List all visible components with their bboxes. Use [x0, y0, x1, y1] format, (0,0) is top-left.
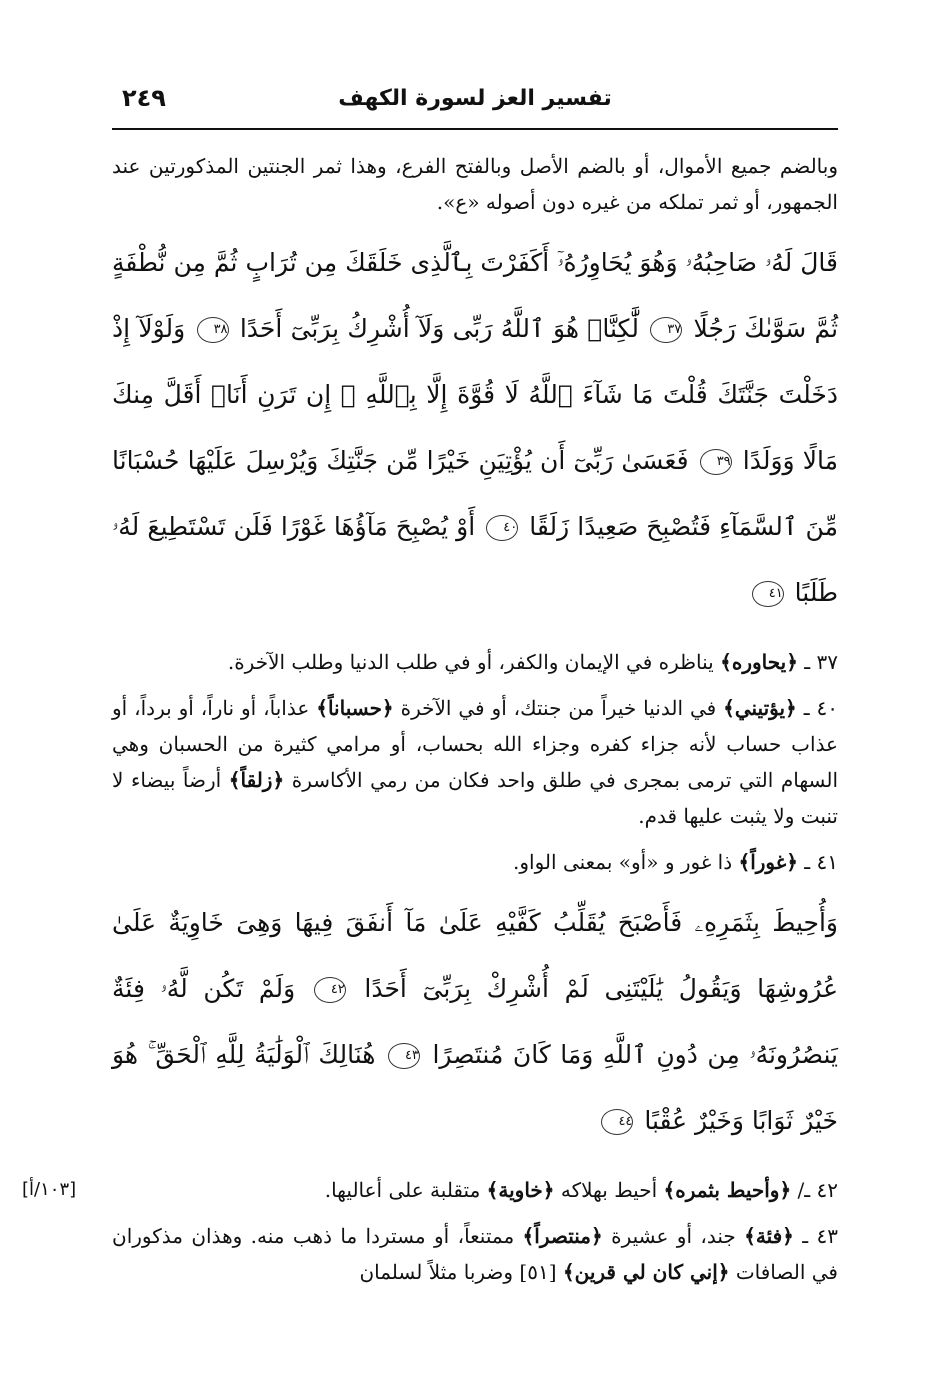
- note-40-text-3: أرضاً بيضاء لا تنبت ولا يثبت عليها قدم.: [112, 768, 838, 828]
- verse-41: أَوْ يُصْبِحَ مَآؤُهَا غَوْرًا فَلَن تَسْتَطِيعَ لَهُۥ طَلَبًا: [112, 512, 838, 607]
- note-43-keyword-1: ﴿فئة﴾: [744, 1224, 794, 1248]
- ayah-marker-39: ٣٩: [700, 449, 732, 475]
- intro-paragraph: وبالضم جميع الأموال، أو بالضم الأصل وبالفتح الفرع، وهذا ثمر الجنتين المذكورتين عند الجمهور، أو ثمر تملكه من غيره دون أصوله «ع».: [112, 154, 838, 214]
- note-42-text-1: أحيط بهلاكه: [560, 1178, 658, 1202]
- note-40-text-2: عذاباً، أو ناراً، أو برداً، أو عذاب حساب لأنه جزاء كفره وجزاء الله بحساب، أو مرامي كثيرة من الحسبان وهي السهام التي ترمى بمجرى في طلق واحد فكان من رمي الأكاسرة: [112, 696, 839, 792]
- note-42: [22, 1172, 838, 1208]
- note-43-text-3: [٥١] وضربا مثلاً لسلمان: [359, 1260, 557, 1284]
- verse-39: وَلَوْلَآ إِذْ دَخَلْتَ جَنَّتَكَ قُلْتَ مَا شَآءَ ٱللَّهُ لَا قُوَّةَ إِلَّا بِٱللَّهِ ۚ إِن تَرَنِ أَنَا۠ أَقَلَّ مِنكَ مَالًا وَوَلَدًا: [112, 314, 838, 475]
- page-header: [112, 78, 838, 122]
- running-title: تفسير العز لسورة الكهف: [338, 86, 612, 111]
- note-41-text: ذا غور و «أو» بمعنى الواو.: [513, 850, 733, 874]
- page-number: ٢٤٩: [122, 84, 166, 112]
- note-40-number: ٤٠ ـ: [803, 696, 838, 720]
- note-37: [112, 644, 838, 680]
- note-43-keyword-3: ﴿إني كان لي قرين﴾: [562, 1260, 730, 1284]
- note-40-keyword-2: ﴿حسباناً﴾: [316, 696, 394, 720]
- verse-37: قَالَ لَهُۥ صَاحِبُهُۥ وَهُوَ يُحَاوِرُهُۥٓ أَكَفَرْتَ بِٱلَّذِى خَلَقَكَ مِن تُرَابٍ ثُمَّ مِن نُّطْفَةٍ ثُمَّ سَوَّىٰكَ رَجُلًا: [112, 248, 839, 343]
- note-43-text-1: جند، أو عشيرة: [611, 1224, 736, 1248]
- book-page: [22, 78, 839, 1384]
- note-41-keyword: ﴿غوراً﴾: [738, 850, 798, 874]
- quran-verses-37-41: [112, 230, 838, 626]
- ayah-marker-37: ٣٧: [650, 317, 682, 343]
- note-42-text-2: متقلبة على أعاليها.: [324, 1178, 481, 1202]
- verse-43: وَلَمْ تَكُن لَّهُۥ فِئَةٌ يَنصُرُونَهُۥ مِن دُونِ ٱللَّهِ وَمَا كَانَ مُنتَصِرًا: [112, 974, 838, 1069]
- note-41: [112, 844, 838, 880]
- verse-42: وَأُحِيطَ بِثَمَرِهِۦ فَأَصْبَحَ يُقَلِّبُ كَفَّيْهِ عَلَىٰ مَآ أَنفَقَ فِيهَا وَهِىَ خَاوِيَةٌ عَلَىٰ عُرُوشِهَا وَيَقُولُ يَٰلَيْتَنِى لَمْ أُشْرِكْ بِرَبِّىٓ أَحَدًا: [112, 908, 839, 1003]
- ayah-marker-42: ٤٢: [314, 977, 346, 1003]
- verse-40: فَعَسَىٰ رَبِّىٓ أَن يُؤْتِيَنِ خَيْرًا مِّن جَنَّتِكَ وَيُرْسِلَ عَلَيْهَا حُسْبَانًا مِّنَ ٱلسَّمَآءِ فَتُصْبِحَ صَعِيدًا زَلَقًا: [112, 446, 838, 541]
- header-rule: [112, 128, 838, 130]
- ayah-marker-38: ٣٨: [197, 317, 229, 343]
- note-43: [112, 1218, 838, 1290]
- ayah-marker-44: ٤٤: [601, 1109, 633, 1135]
- note-40: [112, 690, 838, 834]
- note-41-number: ٤١ ـ: [804, 850, 838, 874]
- note-43-number: ٤٣ ـ: [802, 1224, 839, 1248]
- note-42-number: ٤٢ ـ/: [797, 1178, 838, 1202]
- ayah-marker-40: ٤٠: [486, 515, 518, 541]
- note-40-text-1: في الدنيا خيراً من جنتك، أو في الآخرة: [400, 696, 717, 720]
- note-42-keyword-1: ﴿وأحيط بثمره﴾: [663, 1178, 792, 1202]
- note-37-number: ٣٧ ـ: [804, 650, 838, 674]
- ayah-marker-43: ٤٣: [388, 1043, 420, 1069]
- ayah-marker-41: ٤١: [752, 581, 784, 607]
- note-43-keyword-2: ﴿منتصراً﴾: [522, 1224, 603, 1248]
- note-43-text-2: ممتنعاً، أو مستردا ما ذهب منه. وهذان مذكوران في الصافات: [112, 1224, 838, 1284]
- note-37-text: يناظره في الإيمان والكفر، أو في طلب الدنيا وطلب الآخرة.: [227, 650, 714, 674]
- note-40-keyword-1: ﴿يؤتيني﴾: [723, 696, 797, 720]
- manuscript-folio-reference: [١٠٣/أ]: [22, 1179, 77, 1200]
- verse-44: هُنَالِكَ ٱلْوَلَٰيَةُ لِلَّهِ ٱلْحَقِّ ۚ هُوَ خَيْرٌ ثَوَابًا وَخَيْرٌ عُقْبًا: [112, 1040, 838, 1135]
- note-40-keyword-3: ﴿زلقاً﴾: [228, 768, 285, 792]
- note-42-keyword-2: ﴿خاوية﴾: [486, 1178, 555, 1202]
- note-37-keyword: ﴿يحاوره﴾: [720, 650, 798, 674]
- quran-verses-42-44: [112, 890, 838, 1154]
- verse-38: لَّٰكِنَّا۠ هُوَ ٱللَّهُ رَبِّى وَلَآ أُشْرِكُ بِرَبِّىٓ أَحَدًا: [239, 314, 639, 343]
